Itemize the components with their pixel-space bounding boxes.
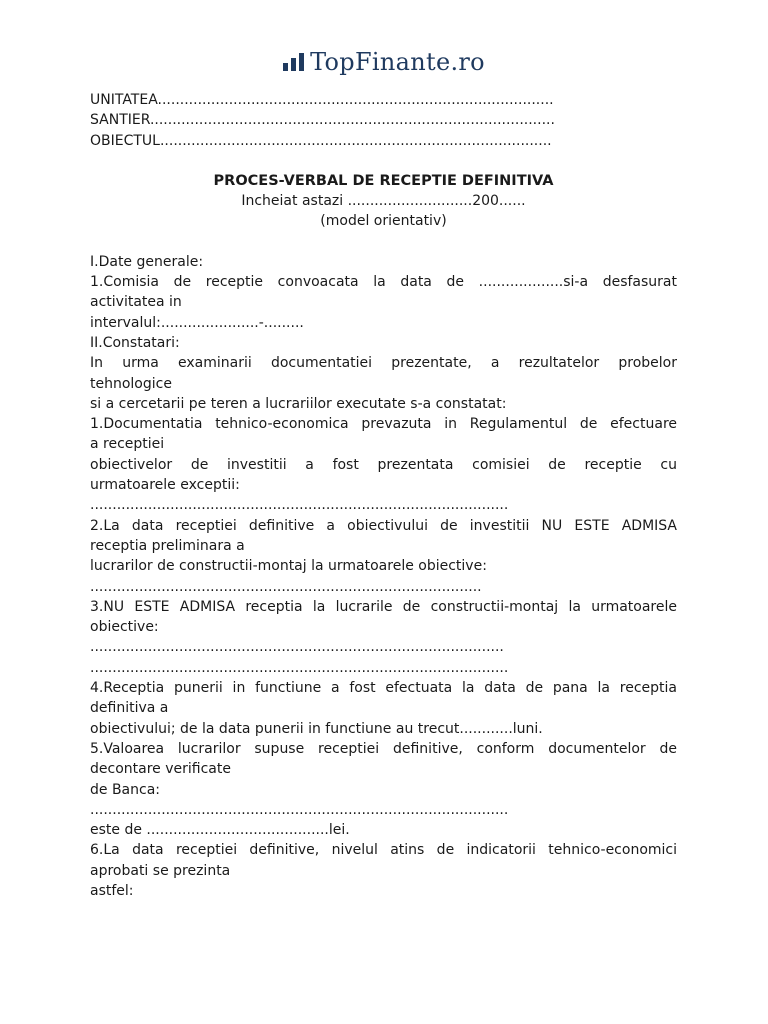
paragraph-line: tehnologice bbox=[90, 375, 172, 392]
item-4-line: definitiva a bbox=[90, 700, 169, 717]
item-1-line: 1.Documentatia tehnico-economica prevazuta in Regulamentul de efectuare bbox=[90, 416, 677, 433]
document-body bbox=[90, 90, 677, 901]
item-5-line: 5.Valoarea lucrarilor supuse receptiei definitive, conform documentelor de bbox=[90, 740, 677, 757]
section-1-title: I.Date generale: bbox=[90, 253, 204, 270]
item-6-line: 6.La data receptiei definitive, nivelul atins de indicatorii tehnico-economici bbox=[90, 842, 677, 859]
item-2-line: lucrarilor de constructii-montaj la urmatoarele obiective: bbox=[90, 558, 487, 575]
item-3-line: obiective: bbox=[90, 619, 159, 636]
item-1-line: a receptiei bbox=[90, 436, 165, 453]
document-title: PROCES-VERBAL DE RECEPTIE DEFINITIVA bbox=[213, 172, 554, 189]
item-1-line: obiectivelor de investitii a fost prezentata comisiei de receptie cu bbox=[90, 456, 677, 473]
blank-dotted-line: ............................................................................................. bbox=[90, 639, 504, 656]
title-block bbox=[90, 171, 677, 232]
logo-text: TopFinante.ro bbox=[310, 48, 485, 76]
blank-dotted-line: .............................................................................................. bbox=[90, 801, 509, 818]
date-line: Incheiat astazi ............................200...... bbox=[241, 193, 526, 210]
field-santier: SANTIER........................................................................................... bbox=[90, 112, 555, 129]
blank-dotted-line: ........................................................................................ bbox=[90, 578, 482, 595]
field-obiectul: OBIECTUL........................................................................................ bbox=[90, 132, 552, 149]
item-1-line: urmatoarele exceptii: bbox=[90, 477, 240, 494]
item-2-line: receptia preliminara a bbox=[90, 537, 245, 554]
blank-dotted-line: .............................................................................................. bbox=[90, 659, 509, 676]
paragraph-line: 1.Comisia de receptie convoacata la data de ...................si-a desfasurat bbox=[90, 274, 677, 291]
item-6-line: aprobati se prezinta bbox=[90, 862, 231, 879]
paragraph-line: si a cercetarii pe teren a lucrariilor executate s-a constatat: bbox=[90, 395, 507, 412]
field-unitatea: UNITATEA......................................................................................... bbox=[90, 92, 554, 108]
item-3-line: 3.NU ESTE ADMISA receptia la lucrarile de constructii-montaj la urmatoarele bbox=[90, 598, 677, 615]
bar-chart-icon bbox=[283, 49, 304, 77]
section-2-title: II.Constatari: bbox=[90, 334, 180, 351]
blank-dotted-line: .............................................................................................. bbox=[90, 497, 509, 514]
item-5-line: este de .........................................lei. bbox=[90, 822, 350, 839]
item-5-line: de Banca: bbox=[90, 781, 160, 798]
item-5-line: decontare verificate bbox=[90, 761, 231, 778]
item-2-line: 2.La data receptiei definitive a obiectivului de investitii NU ESTE ADMISA bbox=[90, 517, 677, 534]
paragraph-line: intervalul:......................-......... bbox=[90, 314, 304, 331]
item-4-line: obiectivului; de la data punerii in functiune au trecut............luni. bbox=[90, 720, 543, 737]
site-logo[interactable] bbox=[0, 42, 768, 82]
paragraph-line: In urma examinarii documentatiei prezentate, a rezultatelor probelor bbox=[90, 355, 677, 372]
item-4-line: 4.Receptia punerii in functiune a fost efectuata la data de pana la receptia bbox=[90, 680, 677, 697]
item-6-line: astfel: bbox=[90, 882, 134, 899]
model-note: (model orientativ) bbox=[320, 213, 447, 230]
paragraph-line: activitatea in bbox=[90, 294, 182, 311]
